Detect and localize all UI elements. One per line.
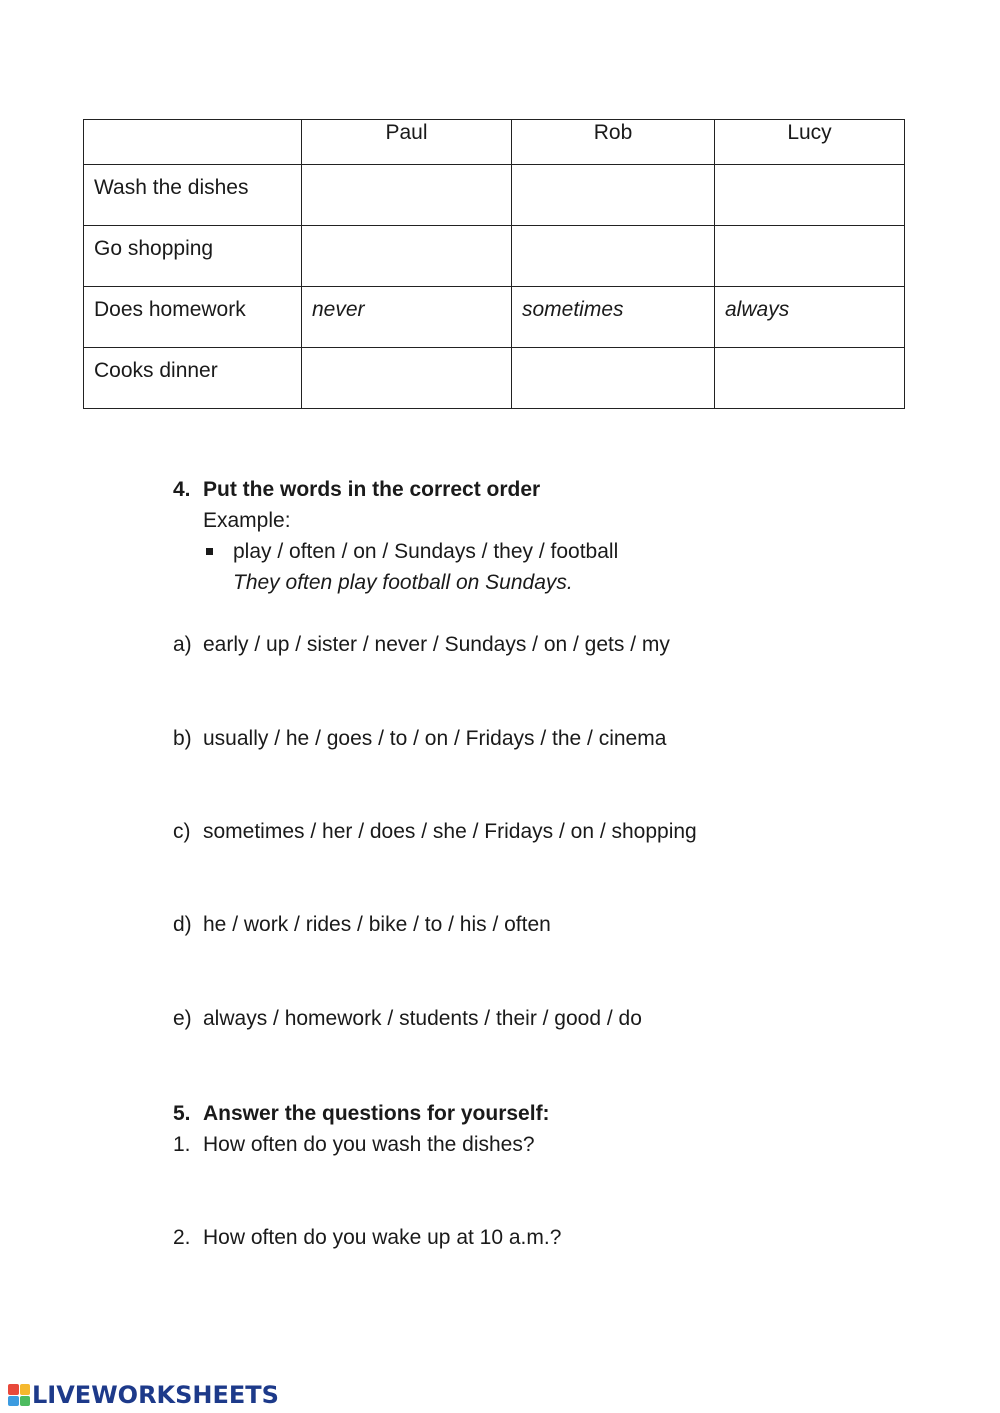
logo-mark-icon	[8, 1384, 30, 1406]
table-header-row	[84, 120, 905, 165]
answer-cell[interactable]	[512, 348, 715, 409]
row-label: Go shopping	[84, 226, 302, 287]
item-text: sometimes / her / does / she / Fridays / on / shopping	[203, 820, 697, 843]
row-label: Wash the dishes	[84, 165, 302, 226]
item-letter: e)	[173, 1007, 192, 1030]
example-label: Example:	[203, 509, 291, 532]
answer-cell[interactable]	[302, 165, 512, 226]
question-number: 2.	[173, 1226, 191, 1249]
answer-cell[interactable]	[512, 226, 715, 287]
table-row	[84, 165, 905, 226]
liveworksheets-logo[interactable]	[8, 1380, 279, 1410]
question-text: How often do you wash the dishes?	[203, 1133, 535, 1156]
header-cell-paul: Paul	[302, 120, 512, 165]
row-label: Cooks dinner	[84, 348, 302, 409]
frequency-cell: always	[715, 287, 905, 348]
section-5-title: Answer the questions for yourself:	[203, 1102, 550, 1125]
logo-text: LIVEWORKSHEETS	[32, 1381, 279, 1409]
table-row	[84, 348, 905, 409]
section-4-title: Put the words in the correct order	[203, 478, 541, 501]
item-text: always / homework / students / their / good / do	[203, 1007, 642, 1030]
section-5-number: 5.	[173, 1102, 191, 1125]
frequency-table	[83, 119, 905, 409]
section-4-number: 4.	[173, 478, 191, 501]
answer-cell[interactable]	[715, 226, 905, 287]
answer-cell[interactable]	[715, 165, 905, 226]
item-text: early / up / sister / never / Sundays / on / gets / my	[203, 633, 670, 656]
frequency-cell: sometimes	[512, 287, 715, 348]
bullet-icon	[206, 548, 213, 555]
header-cell-lucy: Lucy	[715, 120, 905, 165]
row-label: Does homework	[84, 287, 302, 348]
answer-cell[interactable]	[302, 348, 512, 409]
item-letter: b)	[173, 727, 192, 750]
header-cell-rob: Rob	[512, 120, 715, 165]
answer-cell[interactable]	[715, 348, 905, 409]
item-letter: a)	[173, 633, 192, 656]
item-letter: c)	[173, 820, 191, 843]
header-cell-empty	[84, 120, 302, 165]
example-words: play / often / on / Sundays / they / football	[233, 540, 619, 563]
question-text: How often do you wake up at 10 a.m.?	[203, 1226, 562, 1249]
answer-cell[interactable]	[512, 165, 715, 226]
example-answer: They often play football on Sundays.	[233, 571, 573, 594]
answer-cell[interactable]	[302, 226, 512, 287]
item-text: usually / he / goes / to / on / Fridays / the / cinema	[203, 727, 667, 750]
frequency-cell: never	[302, 287, 512, 348]
table-row	[84, 287, 905, 348]
item-text: he / work / rides / bike / to / his / often	[203, 913, 551, 936]
table-row	[84, 226, 905, 287]
item-letter: d)	[173, 913, 192, 936]
question-number: 1.	[173, 1133, 191, 1156]
